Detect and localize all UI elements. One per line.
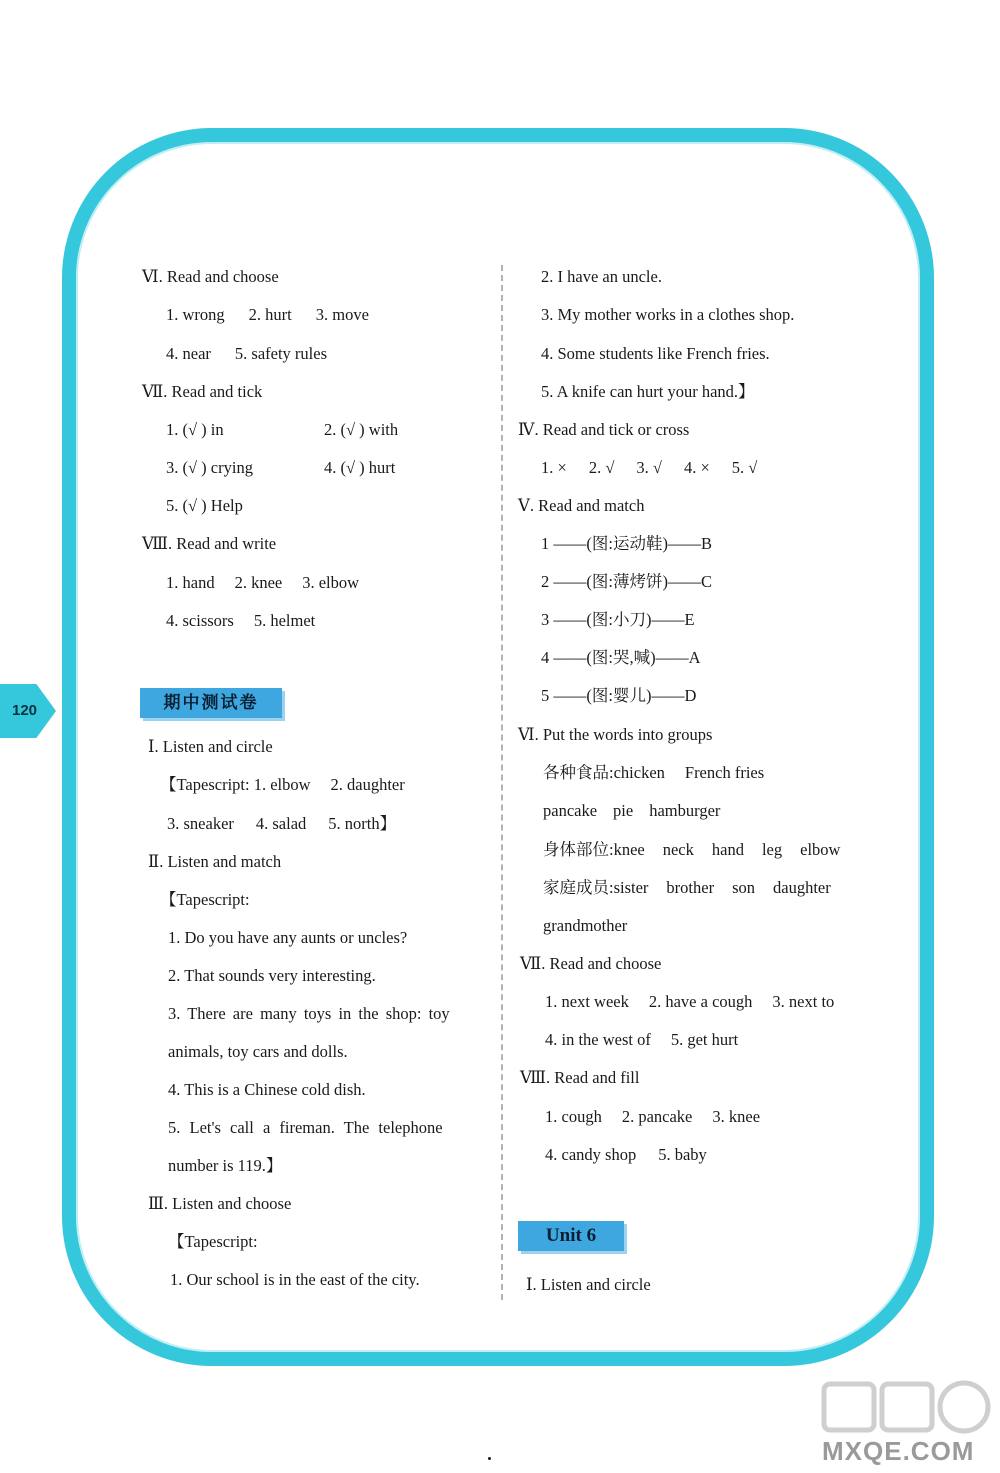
tapescript-line: 3. There are many toys in the shop: toy [168, 1004, 450, 1023]
answer-line: 1. cough 2. pancake 3. knee [545, 1107, 761, 1126]
section-5-heading: Ⅴ. Read and match [518, 496, 645, 515]
answer-line: 4. near 5. safety rules [166, 344, 328, 363]
match-line: 2 ——(图:薄烤饼)——C [541, 572, 712, 591]
group-line: 家庭成员:sister brother son daughter [543, 878, 831, 897]
match-line: 4 ——(图:哭,喊)——A [541, 648, 701, 667]
tapescript-line: 1. Our school is in the east of the city. [170, 1270, 420, 1289]
match-line: 5 ——(图:婴儿)——D [541, 686, 697, 705]
answer-line: 1. hand 2. knee 3. elbow [166, 573, 360, 592]
answer-line: 3. (√ ) crying 4. (√ ) hurt [166, 458, 396, 477]
tapescript-line: 【Tapescript: [160, 890, 250, 909]
scan-dot [488, 1457, 491, 1460]
group-line: 各种食品:chicken French fries [543, 763, 765, 782]
group-line: 身体部位:knee neck hand leg elbow [543, 840, 841, 859]
midterm-banner: 期中测试卷 [140, 688, 282, 718]
answer-line: 4. candy shop 5. baby [545, 1145, 707, 1164]
tapescript-line: 【Tapescript: [168, 1232, 258, 1251]
tapescript-line: 1. Do you have any aunts or uncles? [168, 928, 408, 947]
tapescript-line: 3. sneaker 4. salad 5. north】 [167, 814, 397, 833]
watermark-text: MXQE.COM [822, 1436, 975, 1466]
answer-line: 1. (√ ) in 2. (√ ) with [166, 420, 399, 439]
unit-6-banner: Unit 6 [518, 1221, 624, 1251]
group-line: grandmother [543, 916, 628, 935]
tapescript-line: 4. This is a Chinese cold dish. [168, 1080, 366, 1099]
midterm-section-3-heading: Ⅲ. Listen and choose [148, 1194, 292, 1213]
section-8-heading: Ⅷ. Read and write [142, 534, 277, 553]
tapescript-line: animals, toy cars and dolls. [168, 1042, 348, 1061]
tapescript-line: 2. I have an uncle. [541, 267, 662, 286]
answer-line: 1. × 2. √ 3. √ 4. × 5. √ [541, 458, 758, 477]
page-number: 120 [12, 702, 38, 719]
answer-line: 5. (√ ) Help [166, 496, 243, 515]
answer-line: 1. next week 2. have a cough 3. next to [545, 992, 835, 1011]
tapescript-line: 【Tapescript: 1. elbow 2. daughter [160, 775, 405, 794]
section-4-heading: Ⅳ. Read and tick or cross [518, 420, 690, 439]
tapescript-line: 3. My mother works in a clothes shop. [541, 305, 795, 324]
midterm-section-2-heading: Ⅱ. Listen and match [148, 852, 282, 871]
tapescript-line: 2. That sounds very interesting. [168, 966, 376, 985]
section-6-heading: Ⅵ. Read and choose [142, 267, 279, 286]
section-6-heading: Ⅵ. Put the words into groups [518, 725, 713, 744]
unit-6-section-1-heading: Ⅰ. Listen and circle [526, 1275, 651, 1294]
column-divider [501, 265, 503, 1300]
section-7-heading: Ⅶ. Read and tick [142, 382, 263, 401]
tapescript-line: 5. Let's call a fireman. The telephone [168, 1118, 443, 1137]
tapescript-line: 4. Some students like French fries. [541, 344, 770, 363]
answer-line: 1. wrong 2. hurt 3. move [166, 305, 369, 324]
answer-line: 4. in the west of 5. get hurt [545, 1030, 739, 1049]
midterm-section-1-heading: Ⅰ. Listen and circle [148, 737, 273, 756]
tapescript-line: 5. A knife can hurt your hand.】 [541, 382, 755, 401]
match-line: 3 ——(图:小刀)——E [541, 610, 695, 629]
group-line: pancake pie hamburger [543, 801, 721, 820]
match-line: 1 ——(图:运动鞋)——B [541, 534, 712, 553]
section-7-heading: Ⅶ. Read and choose [520, 954, 662, 973]
tapescript-line: number is 119.】 [168, 1156, 283, 1175]
section-8-heading: Ⅷ. Read and fill [520, 1068, 640, 1087]
answer-line: 4. scissors 5. helmet [166, 611, 316, 630]
